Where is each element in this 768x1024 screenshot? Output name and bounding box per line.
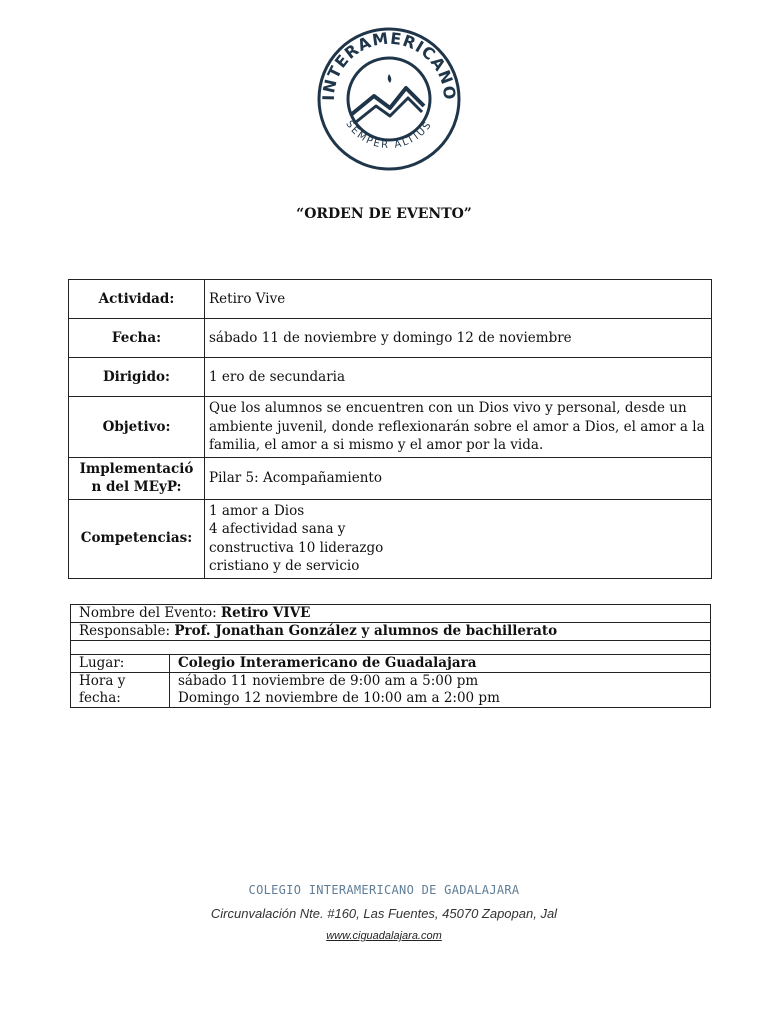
table-row — [71, 605, 711, 623]
table-row — [69, 319, 712, 358]
row-value: 1 ero de secundaria — [205, 358, 712, 397]
row-value: Pilar 5: Acompañamiento — [205, 457, 712, 499]
event-name-cell — [71, 605, 711, 623]
row-label: Implementació n del MEyP: — [69, 457, 205, 499]
row-label: Competencias: — [69, 499, 205, 578]
event-name-value: Retiro VIVE — [220, 605, 311, 621]
document-title: “ORDEN DE EVENTO” — [296, 206, 472, 222]
table-row — [69, 397, 712, 458]
logo-text-bottom: SEMPER ALTIUS — [343, 118, 435, 152]
row-label: Objetivo: — [69, 397, 205, 458]
school-logo — [316, 26, 462, 172]
row-value: Retiro Vive — [205, 280, 712, 319]
responsible-cell — [71, 623, 711, 641]
responsible-value: Prof. Jonathan González y alumnos de bachillerato — [174, 623, 558, 639]
table-row — [69, 280, 712, 319]
footer-address: Circunvalación Nte. #160, Las Fuentes, 45070 Zapopan, Jal — [210, 906, 558, 921]
empty-row — [71, 641, 711, 655]
table-row — [69, 358, 712, 397]
table-row — [69, 499, 712, 578]
flame-icon — [388, 74, 392, 83]
row-label: Actividad: — [69, 280, 205, 319]
mountain-icon — [352, 88, 424, 114]
table-row — [71, 641, 711, 655]
table-row — [71, 623, 711, 641]
row-label: Dirigido: — [69, 358, 205, 397]
event-name-label: Nombre del Evento: — [79, 605, 217, 621]
footer-website-link[interactable]: www.ciguadalajara.com — [326, 930, 442, 942]
event-table — [70, 604, 711, 708]
table-row — [71, 655, 711, 673]
row-label: Fecha: — [69, 319, 205, 358]
svg-text:INTERAMERICANO — [319, 29, 459, 102]
place-value: Colegio Interamericano de Guadalajara — [170, 655, 711, 673]
responsible-label: Responsable: — [79, 623, 171, 639]
time-label: Hora y fecha: — [71, 673, 170, 708]
place-label: Lugar: — [71, 655, 170, 673]
activity-table — [68, 279, 712, 579]
time-values: sábado 11 noviembre de 9:00 am a 5:00 pm Domingo 12 noviembre de 10:00 am a 2:00 pm — [170, 673, 711, 708]
logo-text-top: INTERAMERICANO — [318, 28, 460, 102]
row-value: sábado 11 de noviembre y domingo 12 de noviembre — [205, 319, 712, 358]
table-row — [69, 457, 712, 499]
row-value: 1 amor a Dios 4 afectividad sana y constructiva 10 liderazgo cristiano y de servicio — [205, 499, 712, 578]
row-value: Que los alumnos se encuentren con un Dios vivo y personal, desde un ambiente juvenil, donde reflexionarán sobre el amor a Dios, el amor a la familia, el amor a si mismo y el amor por la vida. — [205, 397, 712, 458]
footer-school-name: COLEGIO INTERAMERICANO DE GADALAJARA — [248, 883, 520, 897]
table-row — [71, 673, 711, 708]
